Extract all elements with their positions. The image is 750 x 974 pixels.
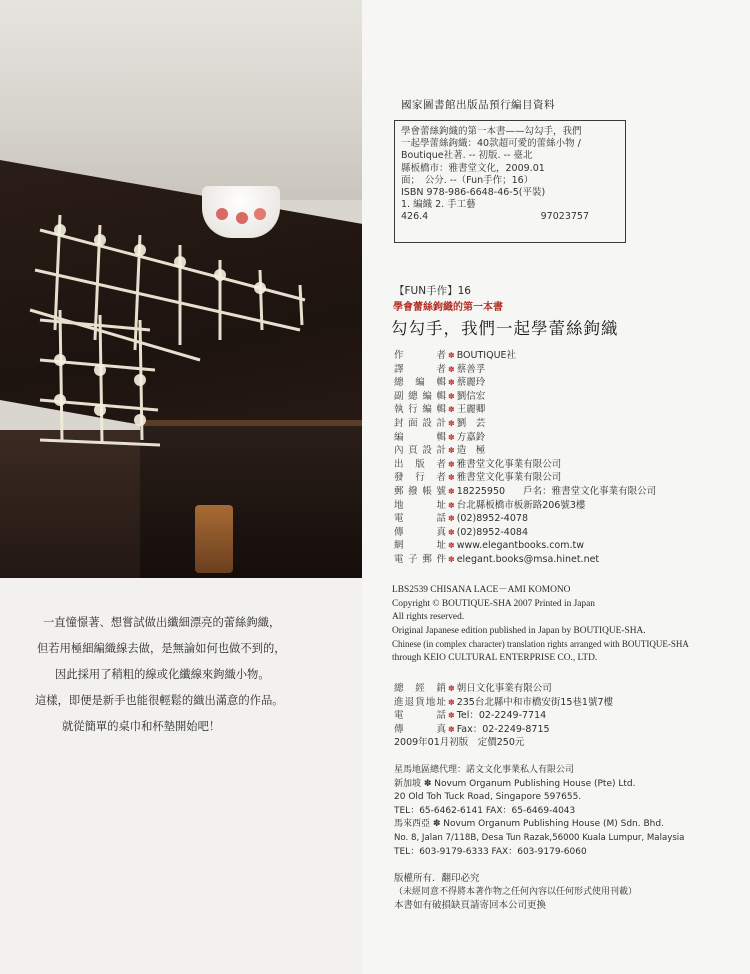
asterisk-icon: ✽ <box>448 697 455 707</box>
copyright-line: All rights reserved. <box>392 612 465 622</box>
asterisk-icon: ✽ <box>448 391 455 401</box>
lace-doily-image <box>0 0 362 578</box>
dist-row: 總經銷 ✽ 朝日文化事業有限公司 <box>394 683 552 694</box>
cip-box <box>394 120 626 243</box>
rights-line: 本書如有破損缺頁請寄回本公司更換 <box>394 900 547 912</box>
intro-line: 一直憧憬著、想嘗試做出纖細漂亮的蕾絲鉤織， <box>43 616 281 629</box>
copyright-line: Original Japanese edition published in Japan by BOUTIQUE-SHA. <box>392 625 646 636</box>
cip-title: 國家圖書館出版品預行編目資料 <box>401 99 555 111</box>
rights-block <box>394 872 744 913</box>
distribution-block <box>394 682 734 750</box>
book-title: 勾勾手，我們一起學蕾絲鉤織 <box>391 319 619 338</box>
rights-line: （未經同意不得將本著作物之任何內容以任何形式使用刊載） <box>394 886 638 897</box>
asterisk-icon: ✽ <box>448 514 455 524</box>
credit-row: 內頁設計 ✽ 造 極 <box>394 445 486 457</box>
credit-row: 副總編輯 ✽ 劉信宏 <box>394 390 486 402</box>
overseas-line: 新加坡 ✽ Novum Organum Publishing House (Pte) Ltd. <box>394 778 636 789</box>
credit-row: 發行者 ✽ 雅書堂文化事業有限公司 <box>394 472 562 484</box>
asterisk-icon: ✽ <box>448 473 455 483</box>
asterisk-icon: ✽ <box>448 364 455 374</box>
overseas-line: 馬來西亞 ✽ Novum Organum Publishing House (M) Sdn. Bhd. <box>394 819 664 830</box>
credit-row: 地 址 ✽ 台北縣板橋市板新路206號3樓 <box>394 499 586 511</box>
asterisk-icon: ✽ <box>448 554 455 564</box>
asterisk-icon: ✽ <box>448 724 455 734</box>
copyright-line: through KEIO CULTURAL ENTERPRISE CO., LTD. <box>392 652 598 663</box>
intro-line: 就從簡單的桌巾和杯墊開始吧！ <box>62 720 221 733</box>
credit-row: 譯 者 ✽ 蔡善孚 <box>394 363 486 375</box>
credits-list <box>394 349 734 567</box>
credit-row: 郵撥帳號 ✽ 18225950 戶名：雅書堂文化事業有限公司 <box>394 485 657 497</box>
overseas-distribution <box>394 764 744 859</box>
dist-row: 進退貨地址 ✽ 235台北縣中和市橋安街15巷1號7樓 <box>394 696 614 708</box>
overseas-line: TEL：603-9179-6333 FAX：603-9179-6060 <box>394 846 587 857</box>
credit-row: 編 輯 ✽ 方嘉鈴 <box>394 431 486 443</box>
overseas-line: 20 Old Toh Tuck Road, Singapore 597655. <box>394 792 582 803</box>
series-label: 【FUN手作】16 <box>394 285 471 297</box>
asterisk-icon: ✽ <box>448 405 455 415</box>
cip-line: 縣板橋市：雅書堂文化，2009.01 <box>401 162 545 174</box>
asterisk-icon: ✽ <box>448 459 455 469</box>
intro-line: 因此採用了稍粗的線或化纖線來鉤織小物。 <box>55 668 270 681</box>
intro-line: 但若用極細編織線去做，是無論如何也做不到的， <box>37 642 286 655</box>
asterisk-icon: ✽ <box>448 527 455 537</box>
cip-line: 學會蕾絲鉤織的第一本書——勾勾手，我們 <box>401 126 582 137</box>
asterisk-icon: ✽ <box>448 541 455 551</box>
asterisk-icon: ✽ <box>448 378 455 388</box>
asterisk-icon: ✽ <box>448 711 455 721</box>
asterisk-icon: ✽ <box>448 500 455 510</box>
cip-classification <box>401 211 619 223</box>
credit-row: 網 址 ✽ www.elegantbooks.com.tw <box>394 540 585 552</box>
cip-line: 一起學蕾絲鉤織：40款超可愛的蕾絲小物 / <box>401 138 581 150</box>
copyright-line: LBS2539 CHISANA LACE－AMI KOMONO <box>392 585 571 595</box>
asterisk-icon: ✽ <box>448 418 455 428</box>
overseas-line: 星馬地區總代理：諾文文化事業私人有限公司 <box>394 765 575 775</box>
cip-line: 面； 公分. --（Fun手作；16） <box>401 174 534 186</box>
asterisk-icon: ✽ <box>448 432 455 442</box>
credit-row: 封面設計 ✽ 劉 芸 <box>394 417 486 429</box>
intro-line: 這樣，即便是新手也能很輕鬆的織出滿意的作品。 <box>35 694 284 707</box>
dist-row: 電 話 ✽ Tel：02-2249-7714 <box>394 710 547 722</box>
rights-line: 版權所有．翻印必究 <box>394 873 480 884</box>
copyright-line: Chinese (in complex character) translation rights arranged with BOUTIQUE-SHA <box>392 639 689 649</box>
overseas-line: TEL：65-6462-6141 FAX：65-6469-4043 <box>394 805 576 816</box>
credit-row: 執行編輯 ✽ 王麗卿 <box>394 404 486 416</box>
cip-record-number: 97023757 <box>540 211 589 223</box>
edition-line: 2009年01月初版 定價250元 <box>394 737 525 749</box>
cover-photo <box>0 0 362 578</box>
cip-line: 1. 編織 2. 手工藝 <box>401 199 476 211</box>
copyright-block <box>392 584 742 665</box>
asterisk-icon: ✽ <box>448 486 455 496</box>
credit-row: 電 話 ✽ (02)8952-4078 <box>394 513 528 525</box>
asterisk-icon: ✽ <box>448 446 455 456</box>
overseas-line: No. 8, Jalan 7/118B, Desa Tun Razak,56000 Kuala Lumpur, Malaysia <box>394 832 685 843</box>
cip-line: Boutique社著. -- 初版. -- 臺北 <box>401 150 533 162</box>
credit-row: 電子郵件 ✽ elegant.books@msa.hinet.net <box>394 553 600 565</box>
dist-row: 傳 真 ✽ Fax：02-2249-8715 <box>394 723 550 735</box>
credit-row: 作 者 ✽ BOUTIQUE社 <box>394 350 517 361</box>
intro-text <box>0 610 362 740</box>
credit-row: 總編輯 ✽ 蔡麗玲 <box>394 377 486 389</box>
credit-row: 出版者 ✽ 雅書堂文化事業有限公司 <box>394 458 562 470</box>
cip-line: ISBN 978-986-6648-46-5(平裝) <box>401 187 546 199</box>
credit-row: 傳 真 ✽ (02)8952-4084 <box>394 526 528 538</box>
account-name: 戶名：雅書堂文化事業有限公司 <box>523 485 657 497</box>
asterisk-icon: ✽ <box>448 684 455 693</box>
asterisk-icon: ✽ <box>448 351 455 360</box>
cip-class-number: 426.4 <box>401 211 429 223</box>
copyright-line: Copyright © BOUTIQUE-SHA 2007 Printed in Japan <box>392 598 595 609</box>
book-subtitle: 學會蕾絲鉤織的第一本書 <box>393 302 503 313</box>
